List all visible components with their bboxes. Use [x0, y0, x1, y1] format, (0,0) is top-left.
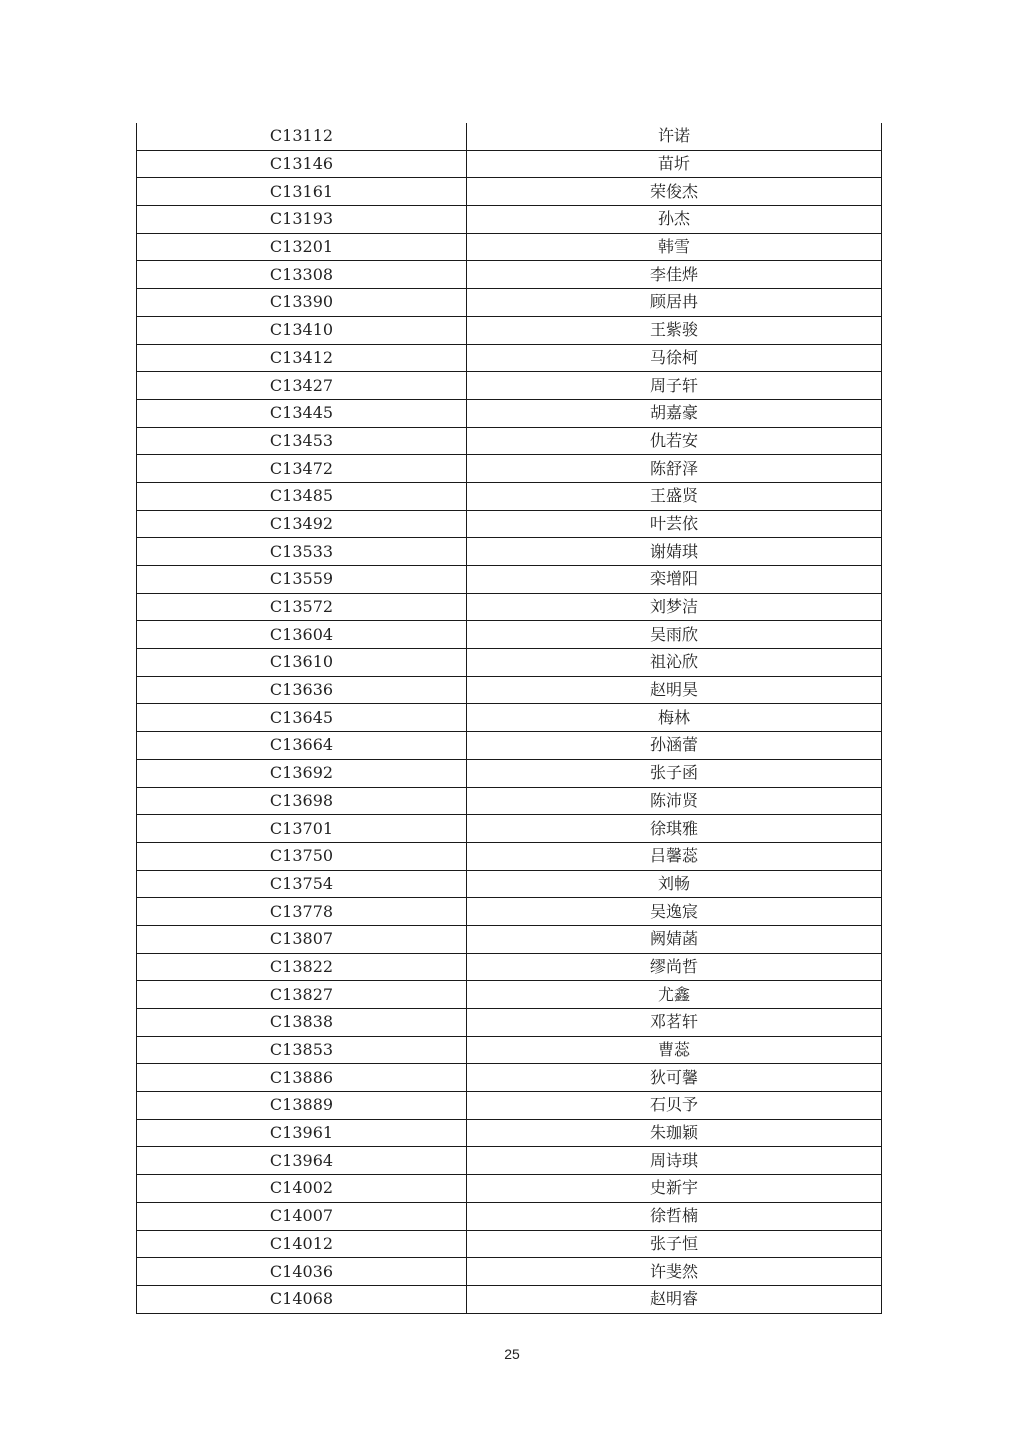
table-row [137, 1285, 882, 1313]
table-row [137, 289, 882, 317]
student-id-cell: C13750 [137, 842, 467, 870]
student-name-cell: 吴逸宸 [467, 898, 882, 926]
table-row [137, 953, 882, 981]
student-name-cell: 史新宇 [467, 1175, 882, 1203]
student-id-cell: C13410 [137, 316, 467, 344]
student-name-cell: 周子轩 [467, 372, 882, 400]
student-id-cell: C13692 [137, 759, 467, 787]
student-name-cell: 陈舒泽 [467, 455, 882, 483]
table-row [137, 316, 882, 344]
table-row [137, 233, 882, 261]
table-row [137, 649, 882, 677]
student-id-cell: C13492 [137, 510, 467, 538]
student-name-cell: 阙婧菡 [467, 925, 882, 953]
student-name-cell: 许诺 [467, 123, 882, 150]
student-id-cell: C13698 [137, 787, 467, 815]
student-name-cell: 谢婧琪 [467, 538, 882, 566]
student-id-cell: C13827 [137, 981, 467, 1009]
student-name-cell: 曹蕊 [467, 1036, 882, 1064]
student-name-cell: 荣俊杰 [467, 178, 882, 206]
student-name-cell: 顾居冉 [467, 289, 882, 317]
table-row [137, 704, 882, 732]
student-id-cell: C13645 [137, 704, 467, 732]
table-row [137, 1119, 882, 1147]
table-row [137, 676, 882, 704]
table-row [137, 1202, 882, 1230]
table-row [137, 815, 882, 843]
student-id-cell: C13390 [137, 289, 467, 317]
table-row [137, 1064, 882, 1092]
student-name-cell: 李佳烨 [467, 261, 882, 289]
student-id-cell: C13161 [137, 178, 467, 206]
student-name-cell: 赵明昊 [467, 676, 882, 704]
table-row [137, 178, 882, 206]
student-name-cell: 孙杰 [467, 206, 882, 234]
student-name-cell: 周诗琪 [467, 1147, 882, 1175]
student-id-cell: C13886 [137, 1064, 467, 1092]
student-name-cell: 张子函 [467, 759, 882, 787]
student-id-cell: C13112 [137, 123, 467, 150]
table-row [137, 206, 882, 234]
student-id-cell: C13572 [137, 593, 467, 621]
student-id-cell: C13778 [137, 898, 467, 926]
student-name-cell: 徐哲楠 [467, 1202, 882, 1230]
student-id-cell: C13610 [137, 649, 467, 677]
student-name-cell: 苗圻 [467, 150, 882, 178]
student-id-cell: C13412 [137, 344, 467, 372]
student-id-cell: C13472 [137, 455, 467, 483]
student-name-cell: 缪尚哲 [467, 953, 882, 981]
student-name-cell: 孙涵蕾 [467, 732, 882, 760]
table-row [137, 925, 882, 953]
table-row [137, 842, 882, 870]
student-id-cell: C13822 [137, 953, 467, 981]
table-row [137, 510, 882, 538]
student-name-cell: 吕馨蕊 [467, 842, 882, 870]
student-id-cell: C13961 [137, 1119, 467, 1147]
student-name-cell: 吴雨欣 [467, 621, 882, 649]
table-row [137, 123, 882, 150]
table-row [137, 566, 882, 594]
student-id-cell: C14007 [137, 1202, 467, 1230]
roster-table [136, 123, 882, 1314]
table-row [137, 150, 882, 178]
table-row [137, 1009, 882, 1037]
table-row [137, 1230, 882, 1258]
student-name-cell: 邓茗轩 [467, 1009, 882, 1037]
student-name-cell: 马徐柯 [467, 344, 882, 372]
table-row [137, 759, 882, 787]
student-id-cell: C13853 [137, 1036, 467, 1064]
student-id-cell: C14012 [137, 1230, 467, 1258]
student-id-cell: C13664 [137, 732, 467, 760]
student-name-cell: 胡嘉豪 [467, 399, 882, 427]
table-row [137, 1258, 882, 1286]
student-id-cell: C13636 [137, 676, 467, 704]
table-row [137, 621, 882, 649]
table-row [137, 538, 882, 566]
student-name-cell: 栾增阳 [467, 566, 882, 594]
table-row [137, 1147, 882, 1175]
student-id-cell: C13701 [137, 815, 467, 843]
student-name-cell: 许斐然 [467, 1258, 882, 1286]
student-name-cell: 仇若安 [467, 427, 882, 455]
roster-table-body [137, 123, 882, 1313]
student-id-cell: C14036 [137, 1258, 467, 1286]
table-row [137, 981, 882, 1009]
student-id-cell: C13427 [137, 372, 467, 400]
table-row [137, 1175, 882, 1203]
student-id-cell: C13453 [137, 427, 467, 455]
student-name-cell: 狄可馨 [467, 1064, 882, 1092]
student-id-cell: C14068 [137, 1285, 467, 1313]
table-row [137, 261, 882, 289]
student-id-cell: C14002 [137, 1175, 467, 1203]
table-row [137, 344, 882, 372]
table-row [137, 732, 882, 760]
student-id-cell: C13604 [137, 621, 467, 649]
student-id-cell: C13807 [137, 925, 467, 953]
student-name-cell: 尤鑫 [467, 981, 882, 1009]
table-row [137, 482, 882, 510]
student-name-cell: 祖沁欣 [467, 649, 882, 677]
student-id-cell: C13889 [137, 1092, 467, 1120]
student-id-cell: C13201 [137, 233, 467, 261]
student-name-cell: 徐琪雅 [467, 815, 882, 843]
student-id-cell: C13193 [137, 206, 467, 234]
student-name-cell: 赵明睿 [467, 1285, 882, 1313]
student-name-cell: 刘梦洁 [467, 593, 882, 621]
table-row [137, 399, 882, 427]
table-row [137, 427, 882, 455]
student-id-cell: C13308 [137, 261, 467, 289]
student-id-cell: C13964 [137, 1147, 467, 1175]
table-row [137, 1036, 882, 1064]
table-row [137, 787, 882, 815]
student-id-cell: C13559 [137, 566, 467, 594]
table-row [137, 593, 882, 621]
table-row [137, 372, 882, 400]
student-name-cell: 张子恒 [467, 1230, 882, 1258]
student-name-cell: 朱珈颖 [467, 1119, 882, 1147]
table-row [137, 455, 882, 483]
student-name-cell: 王盛贤 [467, 482, 882, 510]
table-row [137, 1092, 882, 1120]
table-row [137, 898, 882, 926]
table-row [137, 870, 882, 898]
student-name-cell: 石贝予 [467, 1092, 882, 1120]
student-name-cell: 梅林 [467, 704, 882, 732]
page-number: 25 [504, 1346, 520, 1362]
student-id-cell: C13445 [137, 399, 467, 427]
student-id-cell: C13754 [137, 870, 467, 898]
student-name-cell: 韩雪 [467, 233, 882, 261]
student-name-cell: 叶芸依 [467, 510, 882, 538]
student-id-cell: C13838 [137, 1009, 467, 1037]
student-name-cell: 陈沛贤 [467, 787, 882, 815]
student-name-cell: 刘畅 [467, 870, 882, 898]
student-name-cell: 王紫骏 [467, 316, 882, 344]
student-id-cell: C13485 [137, 482, 467, 510]
student-id-cell: C13533 [137, 538, 467, 566]
student-id-cell: C13146 [137, 150, 467, 178]
